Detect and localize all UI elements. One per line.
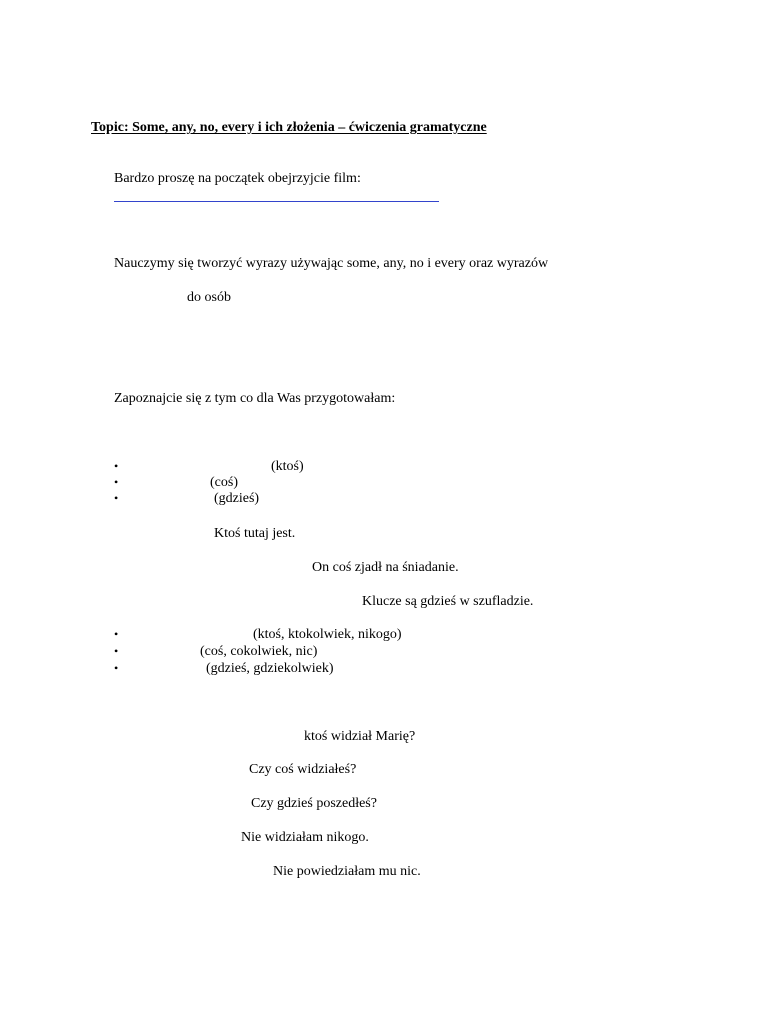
any-example-5: Nie powiedziałam mu nic. xyxy=(273,864,421,879)
intro-text: Bardzo proszę na początek obejrzyjcie film: xyxy=(114,171,361,186)
some-item-someone: (ktoś) xyxy=(271,459,304,474)
bullet-icon: • xyxy=(114,627,119,641)
any-item-anywhere: (gdzieś, gdziekolwiek) xyxy=(206,661,334,676)
some-example-1: Ktoś tutaj jest. xyxy=(214,526,296,541)
any-item-anything: (coś, cokolwiek, nic) xyxy=(200,644,318,659)
prepared-text: Zapoznajcie się z tym co dla Was przygotowałam: xyxy=(114,391,396,406)
page-title: Topic: Some, any, no, every i ich złożenia – ćwiczenia gramatyczne xyxy=(91,120,487,135)
bullet-icon: • xyxy=(114,491,119,505)
any-example-2: Czy coś widziałeś? xyxy=(249,762,357,777)
learn-text-line-2: do osób xyxy=(187,290,231,305)
some-item-somewhere: (gdzieś) xyxy=(214,491,260,506)
bullet-icon: • xyxy=(114,661,119,675)
some-example-3: Klucze są gdzieś w szufladzie. xyxy=(362,594,534,609)
any-example-1: ktoś widział Marię? xyxy=(304,729,416,744)
any-item-anyone: (ktoś, ktokolwiek, nikogo) xyxy=(253,627,402,642)
some-example-2: On coś zjadł na śniadanie. xyxy=(312,560,459,575)
some-item-something: (coś) xyxy=(210,475,238,490)
bullet-icon: • xyxy=(114,475,119,489)
any-example-3: Czy gdzieś poszedłeś? xyxy=(251,796,377,811)
any-example-4: Nie widziałam nikogo. xyxy=(241,830,369,845)
bullet-icon: • xyxy=(114,644,119,658)
learn-text-line-1: Nauczymy się tworzyć wyrazy używając some, any, no i every oraz wyrazów xyxy=(114,256,549,271)
bullet-icon: • xyxy=(114,459,119,473)
video-link[interactable] xyxy=(114,201,439,202)
